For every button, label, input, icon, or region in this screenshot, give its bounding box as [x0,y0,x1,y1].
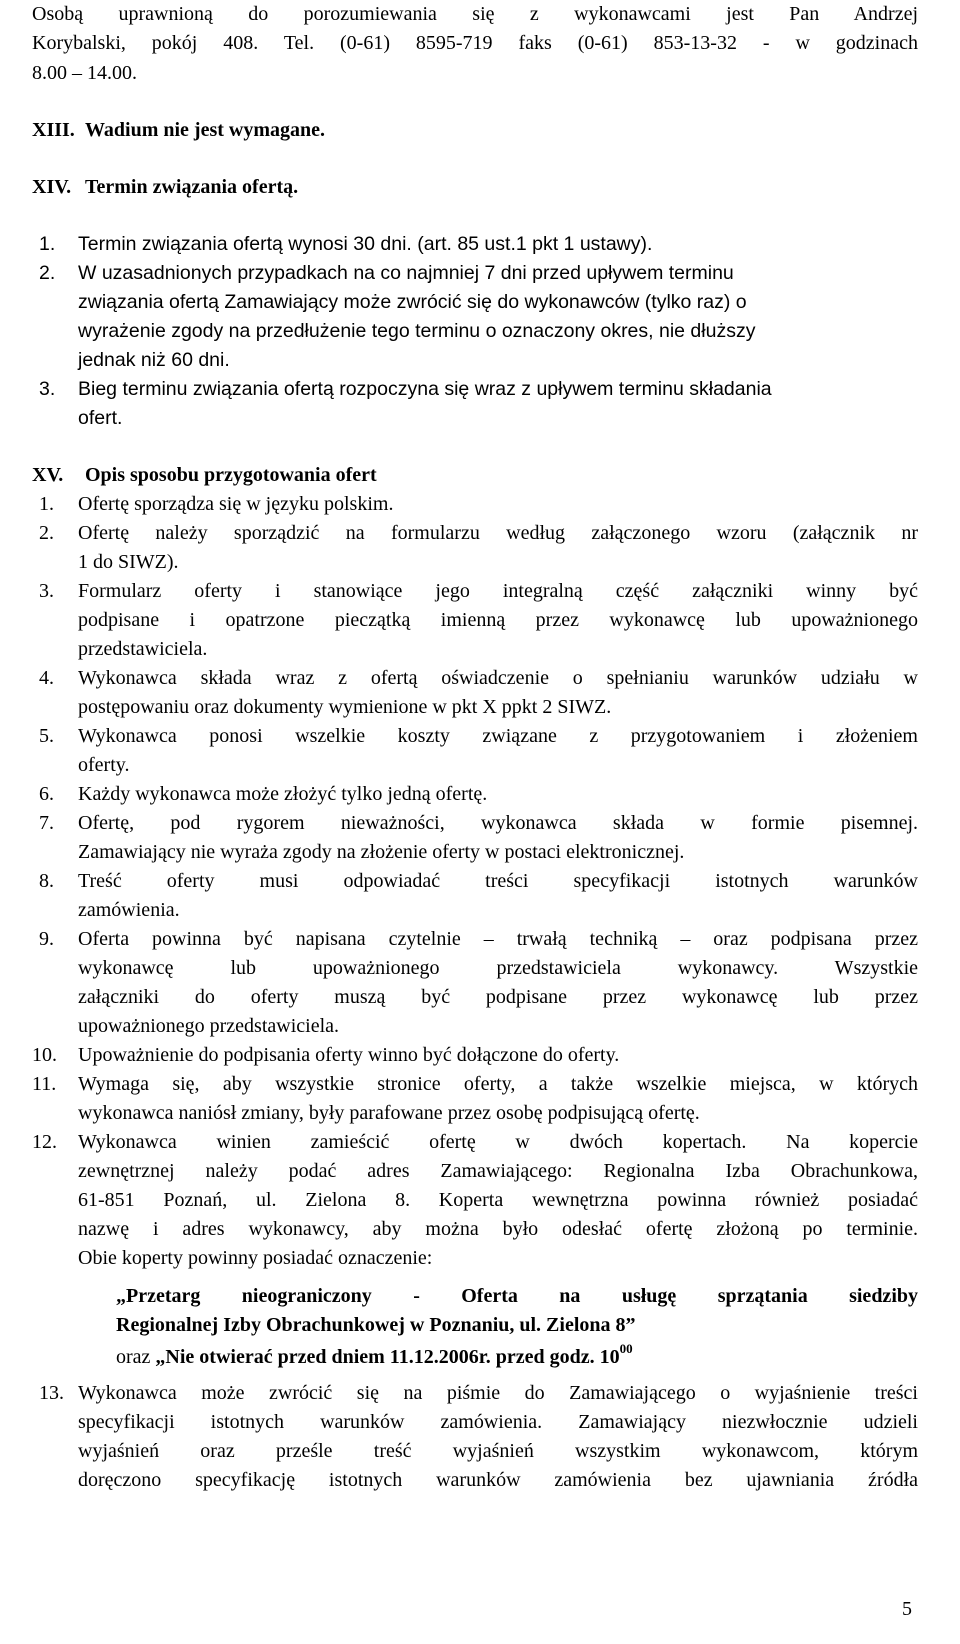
s14-item-2-line-4: jednak niż 60 dni. [78,349,230,371]
s14-item-2-number: 2. [39,262,56,284]
s15-item-number: 9. [39,928,54,950]
s15-item-line: załączniki do oferty muszą być podpisane przez wykonawcę lub przez [78,986,918,1008]
s15-item-number: 5. [39,725,54,747]
s15-item-number: 4. [39,667,54,689]
s15-item-line: Zamawiający nie wyraża zgody na złożenie oferty w postaci elektronicznej. [78,841,685,863]
section-14-number: XIV. [32,176,72,198]
s15-item-number: 8. [39,870,54,892]
intro-line-3: 8.00 – 14.00. [32,62,137,84]
s15-item-line: zamówienia. [78,899,180,921]
s15-item-line: wykonawca naniósł zmiany, były parafowane przez osobę podpisującą ofertę. [78,1102,700,1124]
s15-item-line: Ofertę sporządza się w języku polskim. [78,493,394,515]
page-number: 5 [902,1598,912,1620]
s14-item-3-line-2: ofert. [78,407,123,429]
s15-item-line: Formularz oferty i stanowiące jego integralną część załączniki winny być [78,580,918,602]
envelope-oraz: oraz [116,1346,156,1368]
envelope-marking-line-1: „Przetarg nieograniczony - Oferta na usługę sprzątania siedziby [116,1285,918,1307]
envelope-marking-line-2: Regionalnej Izby Obrachunkowej w Poznaniu, ul. Zielona 8” [116,1314,636,1336]
s15-item-line: Ofertę należy sporządzić na formularzu według załączonego wzoru (załącznik nr [78,522,918,544]
envelope-marking-line-3 [116,1341,633,1372]
s14-item-2-line-2: związania ofertą Zamawiający może zwrócić się do wykonawców (tylko raz) o [78,291,747,313]
s15-item-line: przedstawiciela. [78,638,208,660]
envelope-do-not-open: „Nie otwierać przed dniem 11.12.2006r. przed godz. 10 [155,1346,620,1368]
s15-item-line: zewnętrznej należy podać adres Zamawiającego: Regionalna Izba Obrachunkowa, [78,1160,918,1182]
section-15-number: XV. [32,464,64,486]
s15-item-line: postępowaniu oraz dokumenty wymienione w pkt X ppkt 2 SIWZ. [78,696,612,718]
s15-item-number: 6. [39,783,54,805]
s15-item-line: Każdy wykonawca może złożyć tylko jedną ofertę. [78,783,488,805]
s15-item-13-line-4: doręczono specyfikację istotnych warunków zamówienia bez ujawniania źródła [78,1469,918,1491]
section-14-title: Termin związania ofertą. [85,176,299,198]
s15-item-line: Oferta powinna być napisana czytelnie – trwałą techniką – oraz podpisana przez [78,928,918,950]
section-13-title: Wadium nie jest wymagane. [85,119,325,141]
s15-item-line: oferty. [78,754,130,776]
s15-item-line: Treść oferty musi odpowiadać treści specyfikacji istotnych warunków [78,870,918,892]
s14-item-1-number: 1. [39,233,56,255]
s15-item-number: 11. [32,1073,57,1095]
s15-item-13-line-2: specyfikacji istotnych warunków zamówienia. Zamawiający niezwłocznie udzieli [78,1411,918,1433]
s15-item-number: 1. [39,493,54,515]
s15-item-line: nazwę i adres wykonawcy, aby można było odesłać ofertę złożoną po terminie. [78,1218,918,1240]
s15-item-13-line-1: Wykonawca może zwrócić się na piśmie do Zamawiającego o wyjaśnienie treści [78,1382,918,1404]
s15-item-line: Ofertę, pod rygorem nieważności, wykonawca składa w formie pisemnej. [78,812,918,834]
s15-item-line: 1 do SIWZ). [78,551,179,573]
s15-item-number: 10. [32,1044,57,1066]
s15-item-line: podpisane i opatrzone pieczątką imienną przez wykonawcę lub upoważnionego [78,609,918,631]
s15-item-line: Wykonawca ponosi wszelkie koszty związane z przygotowaniem i złożeniem [78,725,918,747]
s14-item-1: Termin związania ofertą wynosi 30 dni. (art. 85 ust.1 pkt 1 ustawy). [78,233,653,255]
s15-item-13-number: 13. [39,1382,64,1404]
s15-item-number: 3. [39,580,54,602]
intro-line-1: Osobą uprawnioną do porozumiewania się z wykonawcami jest Pan Andrzej [32,3,918,25]
s15-item-number: 2. [39,522,54,544]
s15-item-number: 7. [39,812,54,834]
s14-item-2-line-1: W uzasadnionych przypadkach na co najmniej 7 dni przed upływem terminu [78,262,734,284]
s15-item-line: Wymaga się, aby wszystkie stronice oferty, a także wszelkie miejsca, w których [78,1073,918,1095]
s15-item-line: Wykonawca składa wraz z ofertą oświadczenie o spełnianiu warunków udziału w [78,667,918,689]
s15-item-line: upoważnionego przedstawiciela. [78,1015,340,1037]
s15-item-line: 61-851 Poznań, ul. Zielona 8. Koperta wewnętrzna powinna również posiadać [78,1189,918,1211]
s14-item-3-number: 3. [39,378,56,400]
s15-item-line: wykonawcę lub upoważnionego przedstawiciela wykonawcy. Wszystkie [78,957,918,979]
envelope-hour-sup: 00 [619,1341,633,1356]
section-15-title: Opis sposobu przygotowania ofert [85,464,377,486]
s14-item-3-line-1: Bieg terminu związania ofertą rozpoczyna się wraz z upływem terminu składania [78,378,772,400]
s15-item-13-line-3: wyjaśnień oraz prześle treść wyjaśnień wszystkim wykonawcom, którym [78,1440,918,1462]
s15-item-number: 12. [32,1131,57,1153]
intro-line-2: Korybalski, pokój 408. Tel. (0-61) 8595-719 faks (0-61) 853-13-32 - w godzinach [32,32,918,54]
section-13-number: XIII. [32,119,75,141]
s15-item-line: Obie koperty powinny posiadać oznaczenie: [78,1247,433,1269]
s15-item-line: Upoważnienie do podpisania oferty winno być dołączone do oferty. [78,1044,620,1066]
s14-item-2-line-3: wyrażenie zgody na przedłużenie tego terminu o oznaczony okres, nie dłuższy [78,320,756,342]
s15-item-line: Wykonawca winien zamieścić ofertę w dwóch kopertach. Na kopercie [78,1131,918,1153]
